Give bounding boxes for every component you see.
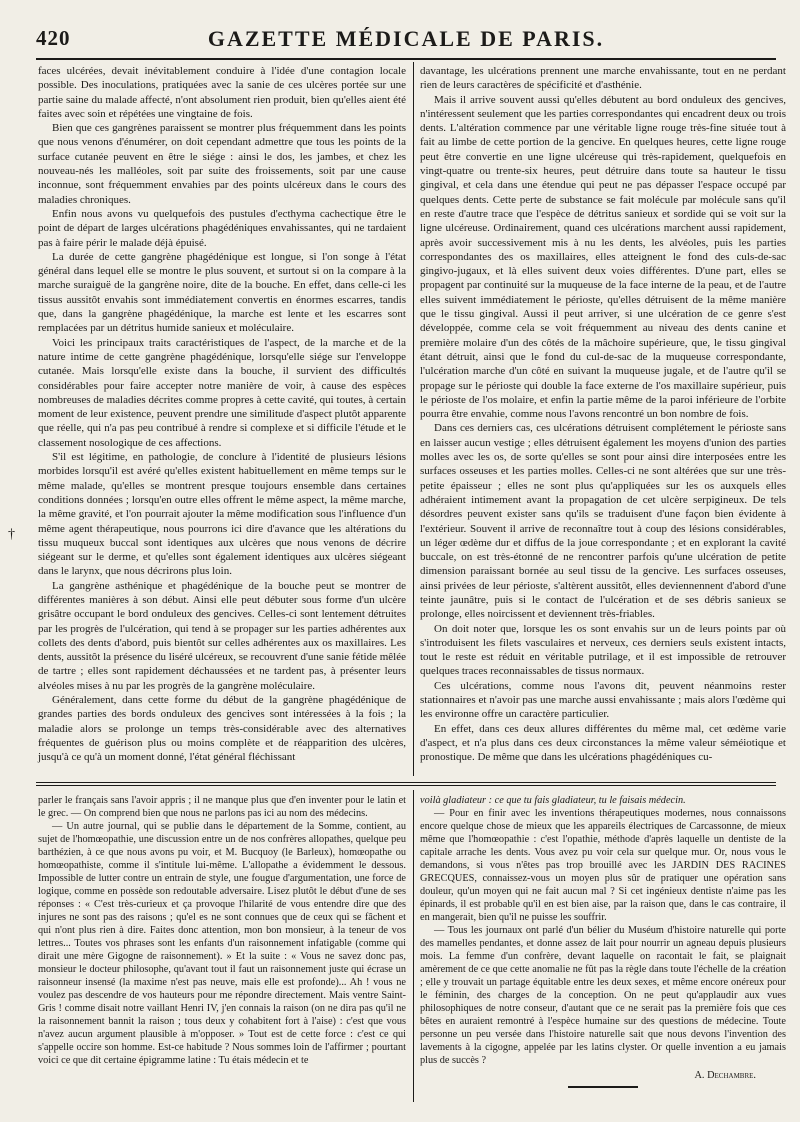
- paragraph: — Tous les journaux ont parlé d'un bélier du Muséum d'histoire naturelle qui porte des mamelles pendantes, et donne assez de lait pour nourrir un agneau depuis plusieurs mois. La femme d'un confrère, devant laquelle on racontait le fait, se plaignait amèrement de ce que cette anomalie ne fût pas la règle dans toute l'échelle de la création ; elle y trouvait un partage équitable entre les deux sexes, et même encore onéreux pour le féminin, des charges de la conception. On ne peut qu'applaudir aux vues philosophiques de notre conseur, d'autant que ce ne serait pas la première fois que ces bêtes en auraient remontré à l'espèce humaine sur des questions de médecine. Toute personne un peu versée dans l'histoire naturelle sait que nous devons l'invention des lavements à la cigogne, appelée par les latins clyster. Or quelle invention a eu jamais plus de succès ?: [420, 925, 786, 1066]
- column-divider: [413, 62, 414, 776]
- page-header: [36, 20, 776, 56]
- paragraph: Bien que ces gangrènes paraissent se montrer plus fréquemment dans les points que nous venons d'énumérer, on doit cependant admettre que tous les points de la surface cutanée peuvent en être le siége : ainsi le dos, les jambes, et chez les nouveau-nés les malléoles, soit par suite des froissements, soit par une cause inconnue, sont fréquemment envahies par des points ulcéreux dans le cours des maladies chroniques.: [38, 122, 406, 206]
- paragraph: faces ulcérées, devait inévitablement conduire à l'idée d'une contagion locale possible. Des inoculations, pratiquées avec la sanie de ces ulcères portée sur une partie saine du malade affecté, n'ont absolument rien produit, bien qu'elles aient été faites avec soin et répétées une vingtaine de fois.: [38, 65, 406, 120]
- article-column-left: [38, 64, 406, 772]
- closing-rule: [568, 1086, 638, 1088]
- paragraph: Mais il arrive souvent aussi qu'elles débutent au bord onduleux des gencives, n'intéressent seulement que les parties correspondantes qui encadrent deux ou trois dents. L'altération commence par une véritable ligne rouge très-fine située tout à fait au limbe de cette portion de la gencive. En quelques heures, cette ligne rouge peut être convertie en une ligne ulcéreuse qui très-rapidement, quelquefois en vingt-quatre ou trente-six heures, peut détruire dans toute sa hauteur le tissu gingival, et cela dans une étendue qui peut ne pas dépasser l'espace occupé par quelques dents. Cette perte de substance se fait molécule par molécule sans qu'il en reste d'autre trace que l'espèce de détritus sanieux et sordide qui se voit sur la ligne ulcéreuse. Ordinairement, quand ces ulcérations marchent aussi rapidement, après avoir successivement mis à nu les dents, les alvéoles, puis les parties correspondantes des os maxillaires, elles atteignent le fond des culs-de-sac gingivo-jugaux, et là elles suivent deux voies différentes. D'une part, elles se propagent par continuité sur la muqueuse de la face interne de la peau, et de l'autre elles suivent immédiatement le périoste, qu'elles détruisent de la même manière que le tissu gingival. Aussi il peut arriver, si une ulcération de ce genre s'est développée, comme cela se voit fréquemment au niveau des dents canine et première molaire d'un des côtés de la mâchoire supérieure, que, le tissu gingival étant détruit, ainsi que le fond du cul-de-sac de la muqueuse correspondante, l'ulcération marche d'un côté en suivant la muqueuse jugale, et de l'autre qu'il se propage sur le périoste qui double la face externe de l'os maxillaire supérieur, puis le périoste de l'os molaire, et enfin la partie même de la paroi inférieure de l'orbite pourra être envahie, comme nous l'avons rencontré un bon nombre de fois.: [420, 93, 786, 421]
- paragraph: — Pour en finir avec les inventions thérapeutiques modernes, nous connaissons encore quelque chose de mieux que les appareils électriques de Carcassonne, de mieux même que l'homœopathie : c'est l'opathie, méthode d'après laquelle un dentiste de la capitale arrache les dents. Vous avez pu voir cela sur quelque mur. Or, nous vous le demandons, si vous n'êtes pas trop brouillé avec les JARDIN DES RACINES GRECQUES, connaissez-vous un moyen plus sûr de pratiquer une opération sans douleur, qu'un moyen qui ne fait aucun mal ? Si cet ingénieux dentiste n'aime pas les épinards, il est probable qu'il en est bien aise, par la raison que, dans le cas contraire, il en mangerait, bien qu'il ne puisse les souffrir.: [420, 808, 786, 923]
- paragraph: La gangrène asthénique et phagédénique de la bouche peut se montrer de différentes manières à son début. Ainsi elle peut débuter sous forme d'un ulcère grisâtre occupant le bord onduleux des gencives. Celles-ci sont lentement détruites par les progrès de l'ulcération, qui tend à se propager sur les parties adhérentes aux collets des dents d'abord, puis bientôt sur celles adhérentes aux os maxillaires. Les dents, aussitôt la présence du liséré ulcéreux, se recouvrent d'une sanie fétide mêlée de tartre ; elles sont rapidement déchaussées et ne tardent pas, à présenter leurs alvéoles mises à nu par les progrès de la gangrène moléculaire.: [38, 579, 406, 692]
- paragraph: La durée de cette gangrène phagédénique est longue, si l'on songe à l'état général dans lequel elle se montre le plus souvent, et surtout si on la compare à la marche suraiguë de la gangrène noire, dite de la bouche. En effet, dans celle-ci les tissus aussitôt envahis sont immédiatement convertis en énormes escarres, tandis que, dans la gangrène phagédénique, la marche est lente et les escarres sont remplacées par un détritus humide sanieux et moléculaire.: [38, 250, 406, 335]
- paragraph: S'il est légitime, en pathologie, de conclure à l'identité de plusieurs lésions morbides lorsqu'il est avéré qu'elles existent habituellement en même temps sur le même malade, qu'elles se montrent presque toujours ensemble dans certaines conditions données ; lorsqu'en outre elles offrent le même aspect, la même marche, la même gravité, et l'on pourrait ajouter la même modification sous l'influence d'un même agent thérapeutique, nous pourrons ici dire d'avance que les altérations du tissu muqueux buccal sont identiques aux ulcères que nous venons de décrire siégeant sur le derme, et qu'elles sont également identiques aux ulcères siégeant dans le larynx, que nous décrirons plus loin.: [38, 451, 406, 578]
- header-rule: [36, 58, 776, 60]
- paragraph: Enfin nous avons vu quelquefois des pustules d'ecthyma cachectique être le point de départ de larges ulcérations phagédéniques envahissantes, qui ne tardaient pas à faire périr le malade déjà épuisé.: [38, 207, 406, 249]
- section-divider: [36, 782, 776, 783]
- paragraph: Dans ces derniers cas, ces ulcérations détruisent complétement le périoste sans en laisser aucun vestige ; elles détruisent également les moyens d'union des parties molles avec les os, de sorte qu'elles se sont pour ainsi dire interposées entre les surfaces osseuses et les parties molles. Celles-ci ne sont altérées que sur une très-petite épaisseur ; elles ne sont plus qu'appliquées sur les os auxquels elles adhéraient intimement avant la propagation de cet ulcère serpigineux. De tels désordres peuvent exister sans qu'ils se traduisent d'une façon bien évidente à l'extérieur. Souvent il arrive de reconnaître tout à coup des lésions considérables, un léger œdème dur et diffus de la joue correspondante ; et en explorant la cavité buccale, on est très-étonné de ne rencontrer parfois qu'une ulcération de petite dimension paraissant bornée au seul tissu de la gencive. Les surfaces osseuses, ainsi privées de leur périoste, s'altèrent aussitôt, elles deviennennent d'abord d'une teinte jaunâtre, puis si le contact de l'ulcération et de ses débris sanieux se prolonge, elles noircissent et deviennent très-friables.: [420, 422, 786, 621]
- paragraph: davantage, les ulcérations prennent une marche envahissante, tout en ne perdant rien de leurs caractères de spécificité et d'asthénie.: [420, 65, 786, 92]
- margin-mark: †: [8, 527, 15, 542]
- column-divider: [413, 790, 414, 1102]
- paragraph: — Un autre journal, qui se publie dans le département de la Somme, contient, au sujet de l'homœopathie, une discussion entre un de nos confrères allopathes, quelque peu barthézien, à ce que nous avons pu voir, et M. Bucquoy (le Barleux), homœopathe ou homœopathiste, comme il s'intitule lui-même. L'allopathe a évidemment le dessous. Impossible de lutter contre un entrain de style, une fougue d'argumentation, une force de logique, comme en possède son redoutable adversaire. Lisez plutôt le début d'une de ses réponses : « C'est très-curieux et ça provoque l'hilarité de vous entendre dire que des injures ne sont pas des raisons ; qu'el es ne sont connues que de ceux qui se fâchent et qui n'ont plus rien à dire. Faites donc attention, mon bon monsieur, à la teneur de vos lettres... Toutes vos phrases sont les enfants d'un raisonnement infatigable (comme qui dirait une mère Gigogne de raisonnement). » Et la suite : « Vous ne savez donc pas, monsieur le docteur philosophe, qu'avant tout il faut un raisonnement juste qui écrase un raisonneur insensé (la maxime n'est pas neuve, mais elle est profonde)... Ah ! vous ne voulez pas descendre de vos hauteurs pour me répondre directement. Mais ventre Saint-Gris ! comme disait notre vaillant Henri IV, j'en connais la raison (on ne dira pas qu'il ne la raisonnement bannit la raison ; tous deux y cohabitent fort à l'aise) : c'est que vous n'avez aucun argument plausible à m'opposer. » Tout est de cette force : c'est ce qui s'appelle occire son homme. Est-ce habitude ? Nous sommes loin de l'affirmer ; pourtant voici ce que dit certaine épigramme latine : Tu étais médecin et te: [38, 821, 406, 1066]
- section-divider: [36, 785, 776, 786]
- paragraph: voilà gladiateur : ce que tu fais gladiateur, tu le faisais médecin.: [420, 795, 686, 806]
- paragraph: Ces ulcérations, comme nous l'avons dit, peuvent néanmoins rester stationnaires et n'avoir pas une marche aussi envahissante ; mais alors l'œdème qui les environne offre un caractère particulier.: [420, 679, 786, 721]
- journal-title: GAZETTE MÉDICALE DE PARIS.: [207, 26, 605, 51]
- paragraph: Généralement, dans cette forme du début de la gangrène phagédénique de grandes parties des bords onduleux des gencives sont intéressées à la fois ; la maladie alors se prolonge un temps très-considérable avec des alternatives fréquentes de guérison plus ou moins complète et de réapparition des ulcères, jusqu'à ce qu'à un moment donné, l'état général fléchissant: [38, 694, 406, 764]
- page-number: 420: [36, 26, 71, 50]
- author-signature: A. Dechambre.: [694, 1070, 756, 1081]
- paragraph: On doit noter que, lorsque les os sont envahis sur un de leurs points par où s'introduisent les filets vasculaires et nerveux, ces derniers seuls existent intacts, tout le reste est réduit en véritable putrilage, et il est impossible de retrouver quelques traces reconnaissables de tissus normaux.: [420, 622, 786, 678]
- feuilleton-column-right: [420, 794, 786, 1106]
- paragraph: Voici les principaux traits caractéristiques de l'aspect, de la marche et de la nature intime de cette gangrène phagédénique, lorsqu'elle siége sur l'enveloppe cutanée. Mais lorsqu'elle existe dans la bouche, il survient des difficultés considérables pour faire accepter notre manière de voir, à cause des espèces nombreuses de maladies décrites comme propres à cette cavité, qui toutes, à certain moment de leur existence, peuvent prendre une similitude d'aspect plutôt apparente que réelle, qui n'a pas peu contribué à rendre si complexe et si difficile l'étude et le classement nosologique de ces affections.: [38, 336, 406, 449]
- feuilleton-column-left: [38, 794, 406, 1106]
- article-column-right: [420, 64, 786, 772]
- paragraph: En effet, dans ces deux allures différentes du même mal, cet œdème varie d'aspect, et n'a plus dans ces deux circonstances la même valeur séméiotique et pronostique. De même que dans les ulcérations phagédéniques cu-: [420, 722, 786, 764]
- paragraph: parler le français sans l'avoir appris ; il ne manque plus que d'en inventer pour le latin et le grec. — On comprend bien que nous ne parlons pas ici au nom des médecins.: [38, 795, 406, 819]
